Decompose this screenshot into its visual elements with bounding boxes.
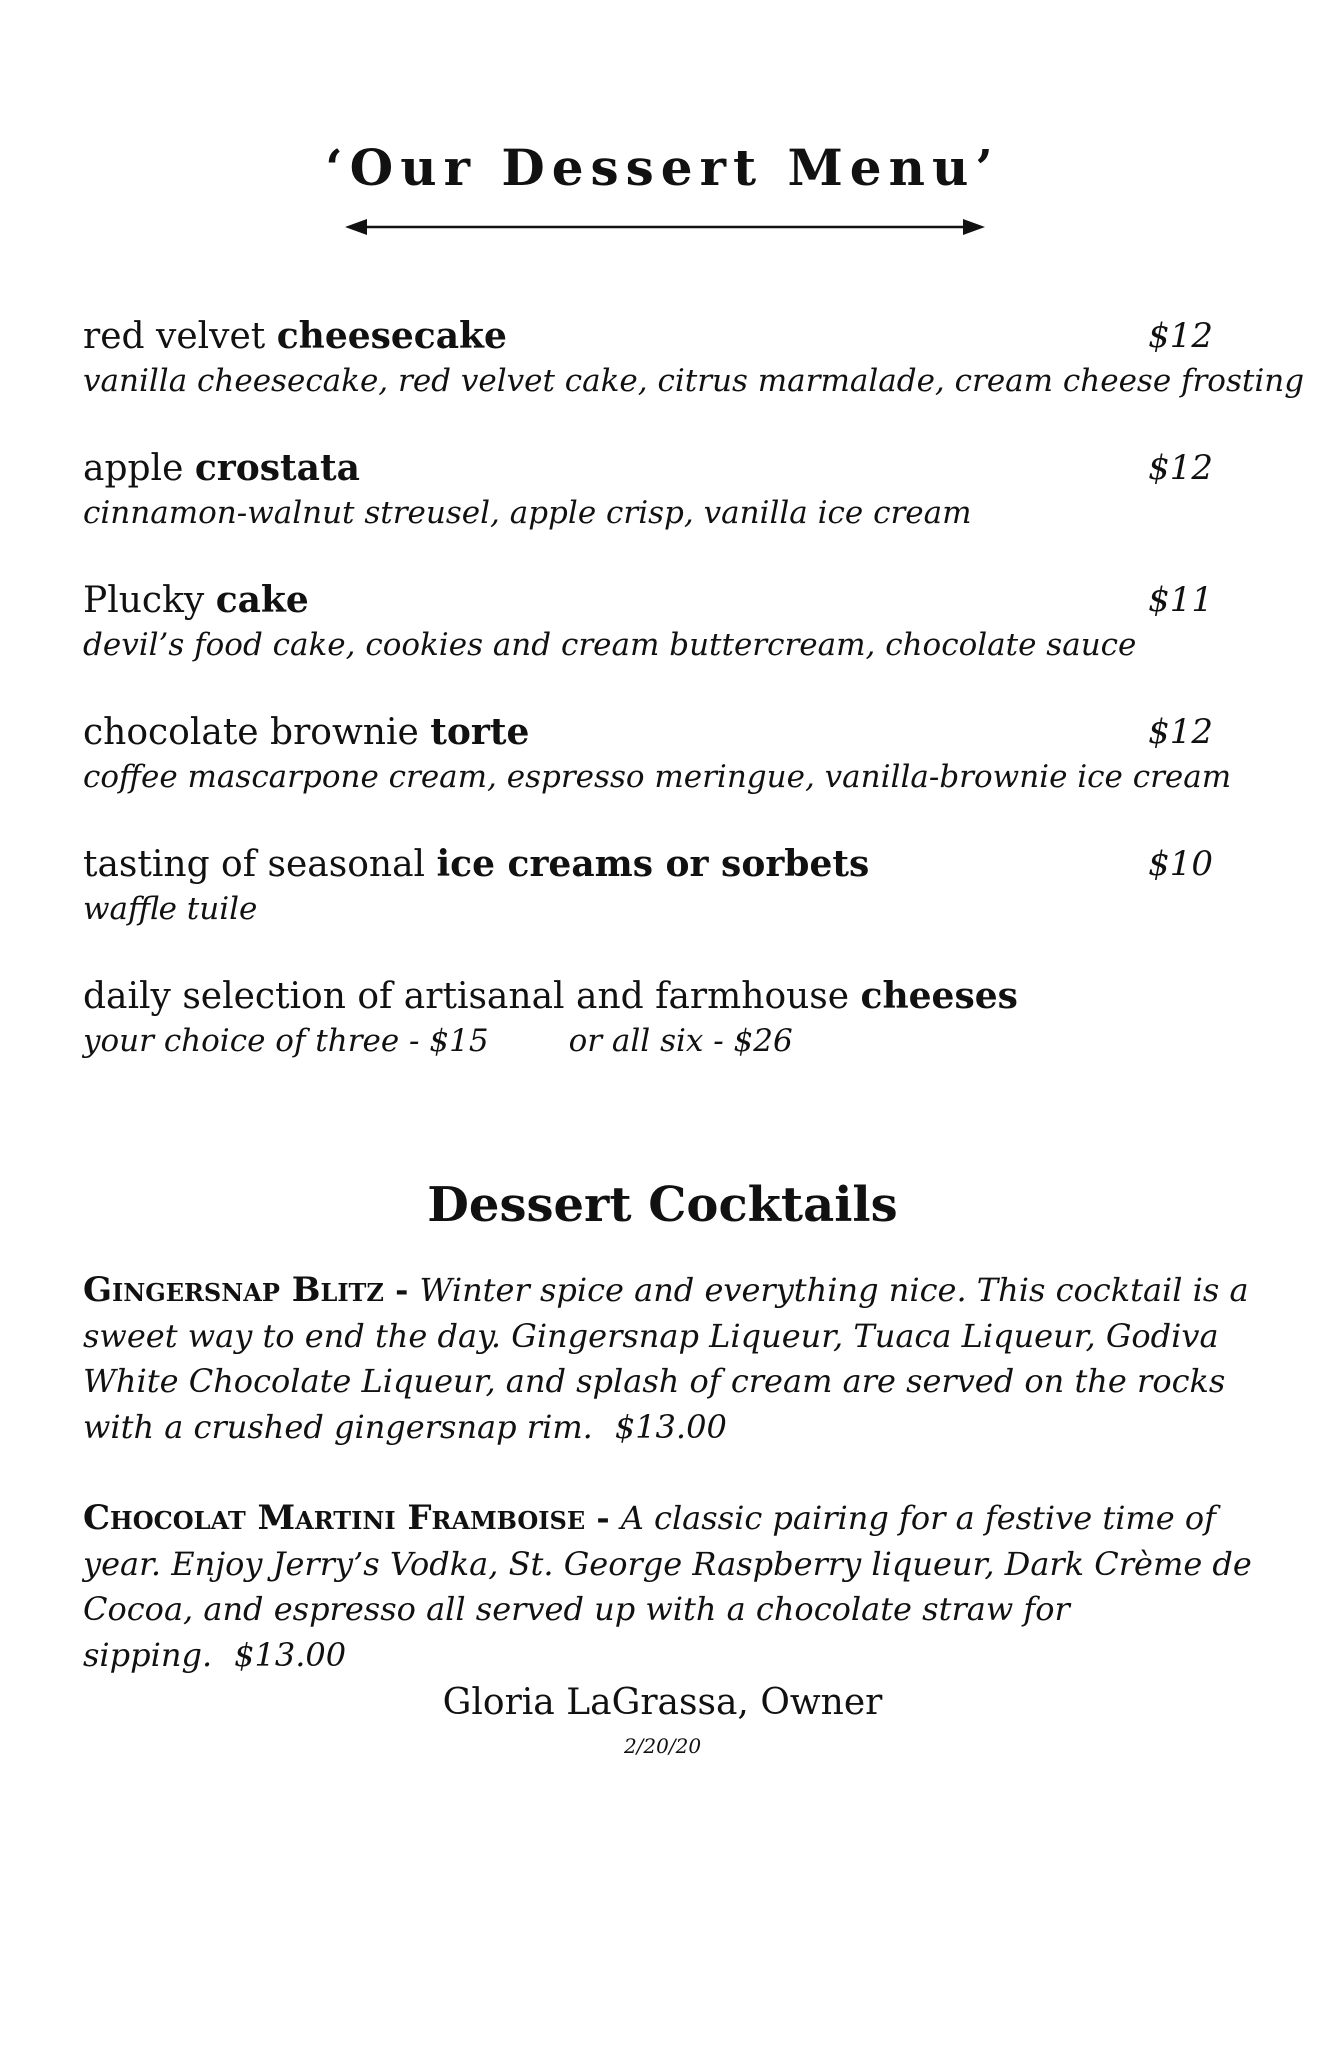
cocktail-price: $13.00 [614,1407,727,1446]
cheese-name-bold: cheeses [860,975,1018,1017]
cheese-item [83,973,1213,1063]
dessert-name [83,445,1213,491]
dessert-description: devil’s food cake, cookies and cream buttercream, chocolate sauce [83,627,1137,663]
dessert-item [83,313,1305,403]
cocktail-separator: - [383,1271,420,1309]
cheese-name-plain: daily selection of artisanal and farmhouse [83,976,861,1017]
dessert-name-plain: apple [83,448,195,489]
dessert-item [83,841,1213,931]
dessert-price: $12 [1148,448,1213,488]
cocktail-description: A classic pairing for a festive time of year. Enjoy Jerry’s Vodka, St. George Raspberry liqueur, Dark Crème de Cocoa, and espresso all served up with a chocolate straw for sipping. [83,1499,1252,1674]
dessert-price: $10 [1148,844,1213,884]
dessert-name-bold: cheesecake [276,315,507,357]
dessert-name [83,313,1213,359]
cocktail-item [83,1496,1263,1678]
dessert-name-plain: chocolate brownie [83,712,431,753]
dessert-name-bold: torte [430,711,530,753]
dessert-name [83,709,1213,755]
dessert-name-plain: Plucky [83,580,216,621]
dessert-price: $12 [1148,316,1213,356]
cocktails-heading: Dessert Cocktails [427,1177,898,1233]
cocktail-price: $13.00 [234,1635,347,1674]
dessert-name-bold: crostata [194,447,360,489]
cheese-option-three: your choice of three - $15 [83,1023,489,1059]
owner-signature: Gloria LaGrassa, Owner [442,1682,883,1723]
dessert-name-bold: cake [215,579,309,621]
cheese-name [83,973,1213,1019]
double-arrow-icon [345,213,985,241]
dessert-description: coffee mascarpone cream, espresso meringue, vanilla-brownie ice cream [83,759,1232,795]
dessert-price: $12 [1148,712,1213,752]
dessert-name [83,841,1213,887]
dessert-item [83,577,1213,667]
cocktail-item [83,1268,1263,1450]
cocktail-description: Winter spice and everything nice. This cocktail is a sweet way to end the day. Gingersnap Liqueur, Tuaca Liqueur, Godiva White Chocolate Liqueur, and splash of cream are served on the rocks with a crushed gingersnap rim. [83,1271,1249,1446]
dessert-name [83,577,1213,623]
dessert-item [83,709,1232,799]
menu-title: ‘Our Dessert Menu’ [325,138,1000,197]
dessert-name-plain: tasting of seasonal [83,844,437,885]
dessert-item [83,445,1213,535]
dessert-name-bold: ice creams or sorbets [436,843,870,885]
cocktail-name: Chocolat Martini Framboise [83,1498,586,1538]
cheese-options [83,1019,1213,1063]
cheese-option-six: or all six - $26 [568,1023,793,1059]
menu-date: 2/20/20 [623,1734,702,1758]
cocktail-separator: - [585,1499,621,1537]
dessert-name-plain: red velvet [83,316,277,357]
dessert-description: vanilla cheesecake, red velvet cake, citrus marmalade, cream cheese frosting [83,363,1305,399]
dessert-description: waffle tuile [83,891,258,927]
dessert-price: $11 [1148,580,1213,620]
dessert-description: cinnamon-walnut streusel, apple crisp, vanilla ice cream [83,495,972,531]
cocktail-name: Gingersnap Blitz [83,1270,384,1310]
